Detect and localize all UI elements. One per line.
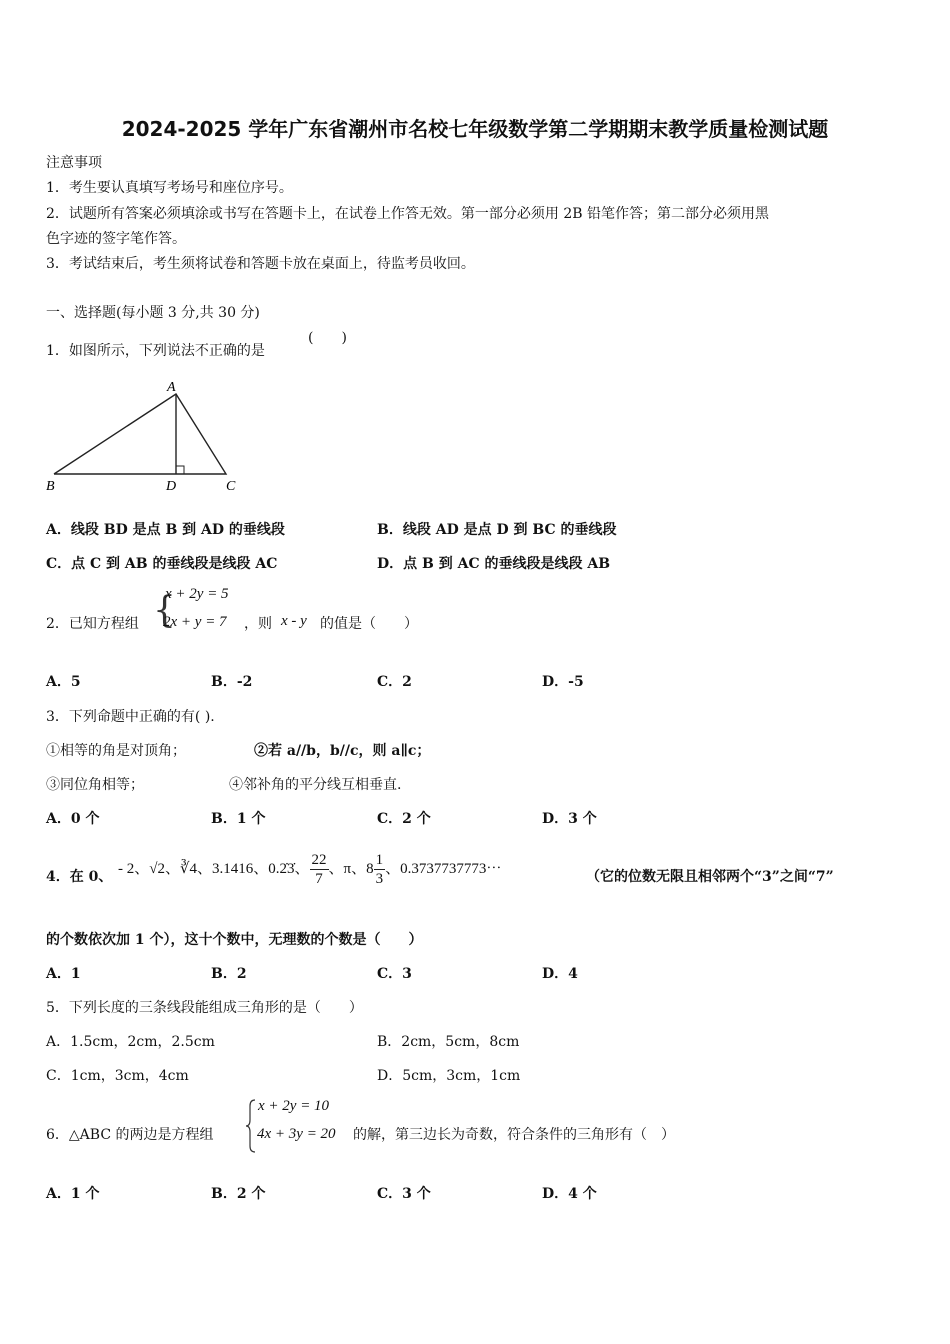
q3-option-b: B．1 个 (211, 811, 266, 827)
q6-post: 的解，第三边长为奇数，符合条件的三角形有（ ） (353, 1127, 675, 1143)
q3-statement-1: ①相等的角是对顶角； (46, 743, 186, 759)
q3-stem: 3．下列命题中正确的有( ). (46, 709, 215, 725)
q1-option-c: C．点 C 到 AB 的垂线段是线段 AC (46, 556, 278, 572)
q2-option-a: A．5 (46, 674, 81, 690)
q4-option-a: A．1 (46, 966, 81, 982)
label-a: A (167, 380, 176, 395)
right-angle-mark (176, 466, 184, 474)
brace-icon: { (153, 590, 176, 631)
q1-stem: 1．如图所示，下列说法不正确的是 (46, 343, 265, 359)
q6-option-c: C．3 个 (377, 1186, 431, 1202)
notice-item: 2．试题所有答案必须填涂或书写在答题卡上，在试卷上作答无效。第一部分必须用 2B 铅笔作答；第二部分必须用黑 (46, 206, 769, 222)
q4-fraction-22-7 (310, 851, 329, 888)
section-heading: 一、选择题(每小题 3 分,共 30 分) (46, 305, 260, 321)
q4-numbers-a: - 2、√2、∛4、3.1416、0.2̇3̇、 (118, 860, 310, 877)
label-b: B (46, 479, 55, 494)
q3-statement-4: ④邻补角的平分线互相垂直. (229, 777, 402, 793)
notice-item: 色字迹的签字笔作答。 (46, 231, 186, 247)
triangle-figure (40, 376, 250, 496)
q2-equation-2: 2x + y = 7 (163, 614, 227, 630)
q6-stem: 6．△ABC 的两边是方程组 (46, 1127, 214, 1143)
q2-expression: x - y (281, 613, 307, 629)
triangle-abc (54, 394, 226, 474)
q2-equation-1: x + 2y = 5 (165, 586, 229, 602)
brace-icon (245, 1098, 257, 1154)
q4-option-b: B．2 (211, 966, 247, 982)
q6-equation-1: x + 2y = 10 (258, 1098, 330, 1114)
q3-statement-2: ②若 a//b，b//c，则 a∥c； (254, 743, 431, 759)
label-d: D (166, 479, 177, 494)
q4-fraction-1-3 (374, 851, 386, 888)
q3-option-d: D．3 个 (542, 811, 597, 827)
q4-post: （它的位数无限且相邻两个“3”之间“7” (586, 869, 834, 885)
fraction-numerator: 22 (311, 852, 327, 868)
notice-heading: 注意事项 (46, 155, 102, 171)
q2-mid: ，则 (244, 616, 272, 632)
q6-option-a: A．1 个 (46, 1186, 100, 1202)
q4-option-c: C．3 (377, 966, 412, 982)
q1-paren: ( ) (308, 330, 347, 346)
q6-option-d: D．4 个 (542, 1186, 597, 1202)
q3-option-c: C．2 个 (377, 811, 431, 827)
q3-statement-3: ③同位角相等； (46, 777, 144, 793)
label-c: C (226, 479, 236, 494)
q5-option-a: A．1.5cm，2cm，2.5cm (46, 1034, 215, 1050)
notice-item: 3．考试结束后，考生须将试卷和答题卡放在桌面上，待监考员收回。 (46, 256, 475, 272)
notice-item: 1．考生要认真填写考场号和座位序号。 (46, 180, 293, 196)
q6-option-b: B．2 个 (211, 1186, 266, 1202)
q2-stem: 2．已知方程组 (46, 616, 139, 632)
fraction-denominator: 7 (315, 871, 323, 887)
page-title: 2024-2025 学年广东省潮州市名校七年级数学第二学期期末教学质量检测试题 (121, 117, 829, 141)
q2-option-d: D．-5 (542, 674, 584, 690)
q5-option-b: B．2cm，5cm，8cm (377, 1034, 520, 1050)
q1-option-a: A．线段 BD 是点 B 到 AD 的垂线段 (46, 522, 285, 538)
q3-option-a: A．0 个 (46, 811, 100, 827)
q2-post: 的值是（ ） (320, 616, 418, 632)
fraction-denominator: 3 (375, 871, 384, 887)
q2-option-b: B．-2 (211, 674, 253, 690)
q2-option-c: C．2 (377, 674, 412, 690)
q4-numbers (118, 851, 501, 888)
q4-numbers-c: 、0.3737737773⋯ (385, 860, 502, 877)
q1-option-d: D．点 B 到 AC 的垂线段是线段 AB (377, 556, 611, 572)
q4-stem: 4．在 0、 (46, 869, 113, 885)
q1-option-b: B．线段 AD 是点 D 到 BC 的垂线段 (377, 522, 617, 538)
q6-equation-2: 4x + 3y = 20 (257, 1126, 336, 1142)
q4-option-d: D．4 (542, 966, 578, 982)
q5-option-c: C．1cm，3cm，4cm (46, 1068, 189, 1084)
q5-option-d: D．5cm，3cm，1cm (377, 1068, 521, 1084)
q4-line2: 的个数依次加 1 个），这十个数中，无理数的个数是（ ） (46, 932, 423, 948)
q5-stem: 5．下列长度的三条线段能组成三角形的是（ ） (46, 1000, 363, 1016)
fraction-numerator: 1 (375, 852, 384, 868)
q4-numbers-b: 、π、8 (328, 860, 374, 877)
